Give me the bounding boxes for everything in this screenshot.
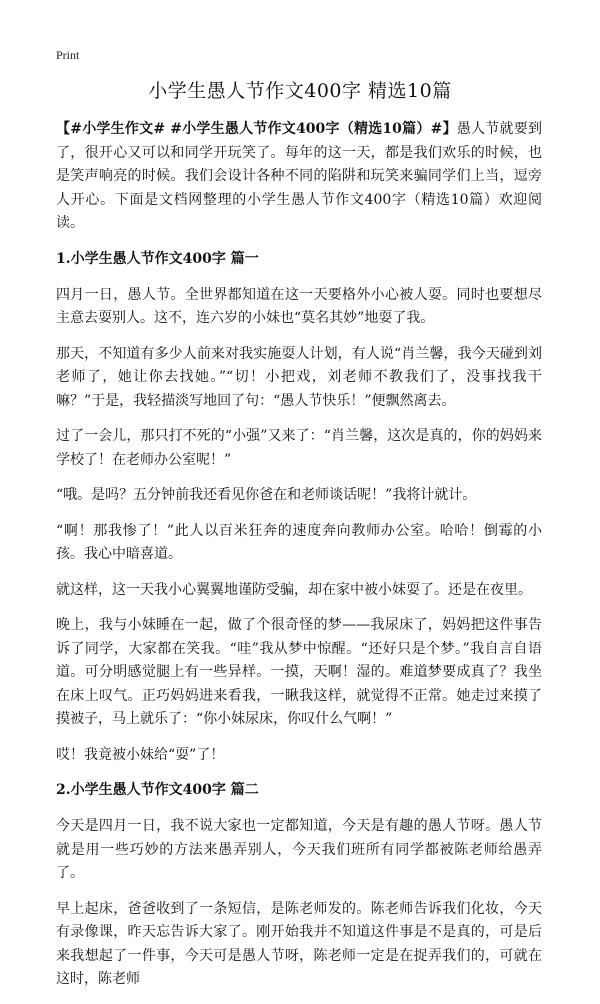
paragraph: 早上起床，爸爸收到了一条短信，是陈老师发的。陈老师告诉我们化妆，今天有录像课，昨天忘告诉大家了。刚开始我并不知道这件事是不是真的，可是后来我想起了一件事，今天可是愚人节呀，陈老师一定是在捉弄我们的，可就在这时，陈老师: [56, 900, 542, 987]
page-title: 小学生愚人节作文400字 精选10篇: [148, 80, 452, 102]
print-link[interactable]: Print: [56, 48, 80, 62]
intro-tag: 【#小学生作文# #小学生愚人节作文400字（精选10篇）#】: [56, 121, 457, 137]
section-heading-1: 1.小学生愚人节作文400字 篇一: [56, 250, 259, 267]
paragraph: 哎！我竟被小妹给“耍”了！: [56, 746, 225, 763]
paragraph: 今天是四月一日，我不说大家也一定都知道，今天是有趣的愚人节呀。愚人节就是用一些巧妙的方法来愚弄别人，今天我们班所有同学都被陈老师给愚弄了。: [56, 818, 542, 881]
paragraph: 就这样，这一天我小心翼翼地谨防受骗，却在家中被小妹耍了。还是在夜里。: [56, 581, 532, 598]
section-heading-2: 2.小学生愚人节作文400字 篇二: [56, 782, 259, 798]
paragraph: 那天，不知道有多少人前来对我实施耍人计划，有人说“肖兰馨，我今天碰到刘老师了，她让你去找她。”“切！小把戏，刘老师不教我们了，没事找我干嘛？”于是，我轻描淡写地回了句：“愚人节快乐！”便飘然离去。: [56, 345, 542, 409]
article-body: [56, 118, 542, 1004]
paragraph: 过了一会儿，那只打不死的“小强”又来了：“肖兰馨，这次是真的，你的妈妈来学校了！在老师办公室呢！”: [56, 428, 542, 468]
paragraph: 四月一日，愚人节。全世界都知道在这一天要格外小心被人耍。同时也要想尽主意去耍别人。这不，连六岁的小妹也“莫名其妙”地耍了我。: [56, 286, 542, 326]
intro-paragraph: [56, 118, 542, 236]
paragraph: “啊！那我惨了！”此人以百米狂奔的速度奔向教师办公室。哈哈！倒霉的小孩。我心中暗喜道。: [56, 522, 542, 562]
paragraph: 晚上，我与小妹睡在一起，做了个很奇怪的梦——我尿床了，妈妈把这件事告诉了同学，大家都在笑我。“哇”我从梦中惊醒。“还好只是个梦。”我自言自语道。可分明感觉腿上有一些异样。一摸，天啊！湿的。难道梦要成真了？我坐在床上叹气。正巧妈妈进来看我，一瞅我这样，就觉得不正常。她走过来摸了摸被子，马上就乐了：“你小妹尿床，你叹什么气啊！”: [56, 617, 542, 727]
paragraph: “哦。是吗？五分钟前我还看见你爸在和老师谈话呢！”我将计就计。: [56, 487, 477, 503]
intro-text: 愚人节就要到了，很开心又可以和同学开玩笑了。每年的这一天，都是我们欢乐的时候，也是笑声响亮的时候。我们会设计各种不同的陷阱和玩笑来骗同学们上当，逗旁人开心。下面是文档网整理的小学生愚人节作文400字（精选10篇）欢迎阅读。: [56, 121, 542, 231]
